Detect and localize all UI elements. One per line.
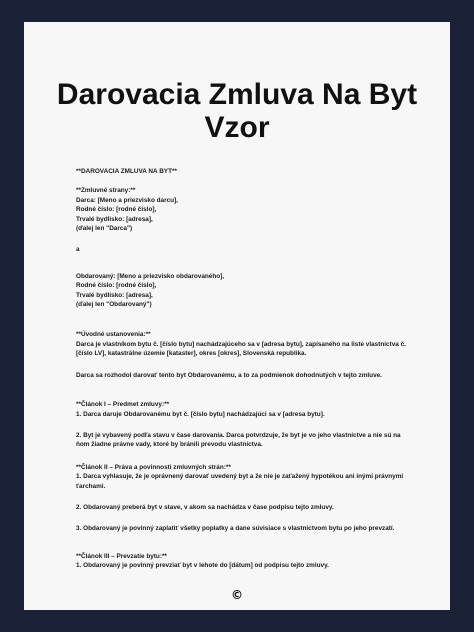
page-title-line-1: Darovacia Zmluva Na Byt [56, 78, 418, 111]
paragraph-article-2: **Článok II – Práva a povinnosti zmluvných strán:** 1. Darca vyhlasuje, že je oprávnený darovať uvedený byt a že nie je zaťažený hypotékou ani inými právnymi ťarchami. [76, 463, 404, 490]
paragraph-donee: Obdarovaný: [Meno a priezvisko obdarovaného], Rodné číslo: [rodné číslo], Trvalé bydlisko: [adresa], (ďalej len "Obdarovaný") [76, 272, 225, 309]
page-title-line-2: Vzor [204, 111, 270, 144]
paragraph-article-2-point-2: 2. Obdarovaný preberá byt v stave, v akom sa nachádza v čase podpisu tejto zmluvy. [76, 503, 334, 511]
paragraph-and: a [76, 246, 80, 254]
paragraph-article-3: **Článok III – Prevzatie bytu:** 1. Obdarovaný je povinný prevziať byt v lehote do [dátum] od podpisu tejto zmluvy. [76, 552, 329, 570]
document-body [76, 167, 406, 571]
paragraph-article-1: **Článok I – Predmet zmluvy:** 1. Darca daruje Obdarovanému byt č. [číslo bytu] nachádzajúci sa v [adresa bytu]. [76, 401, 325, 418]
page-title [24, 78, 450, 144]
heading-contract: **DAROVACIA ZMLUVA NA BYT** [76, 168, 177, 175]
paragraph-article-1-point-2: 2. Byt je vybavený podľa stavu v čase darovania. Darca potvrdzuje, že byt je vo jeho vlastníctve a nie sú na ňom žiadne právne vady, ktoré by bránili prevodu vlastníctva. [76, 431, 403, 449]
paragraph-article-2-point-3: 3. Obdarovaný je povinný zaplatiť všetky poplatky a dane súvisiace s vlastníctvom bytu po jeho prevzatí. [76, 525, 395, 533]
paragraph-parties-donor: **Zmluvné strany:** Darca: [Meno a priezvisko darcu], Rodné číslo: [rodné číslo], Trvalé bydlisko: [adresa], (ďalej len "Darca") [76, 187, 178, 233]
paragraph-introduction: **Úvodné ustanovenia:** Darca je vlastníkom bytu č. [číslo bytu] nachádzajúceho sa v [adresa bytu], zapísaného na liste vlastníctva č. [číslo LV], katastrálne územie [kataster], okres [okres], Slovenská republika. [76, 331, 406, 358]
copyright-icon: © [231, 588, 243, 602]
paragraph-decision: Darca sa rozhodol darovať tento byt Obdarovanému, a to za podmienok dohodnutých v tejto zmluve. [76, 371, 382, 379]
document-page [24, 22, 450, 610]
